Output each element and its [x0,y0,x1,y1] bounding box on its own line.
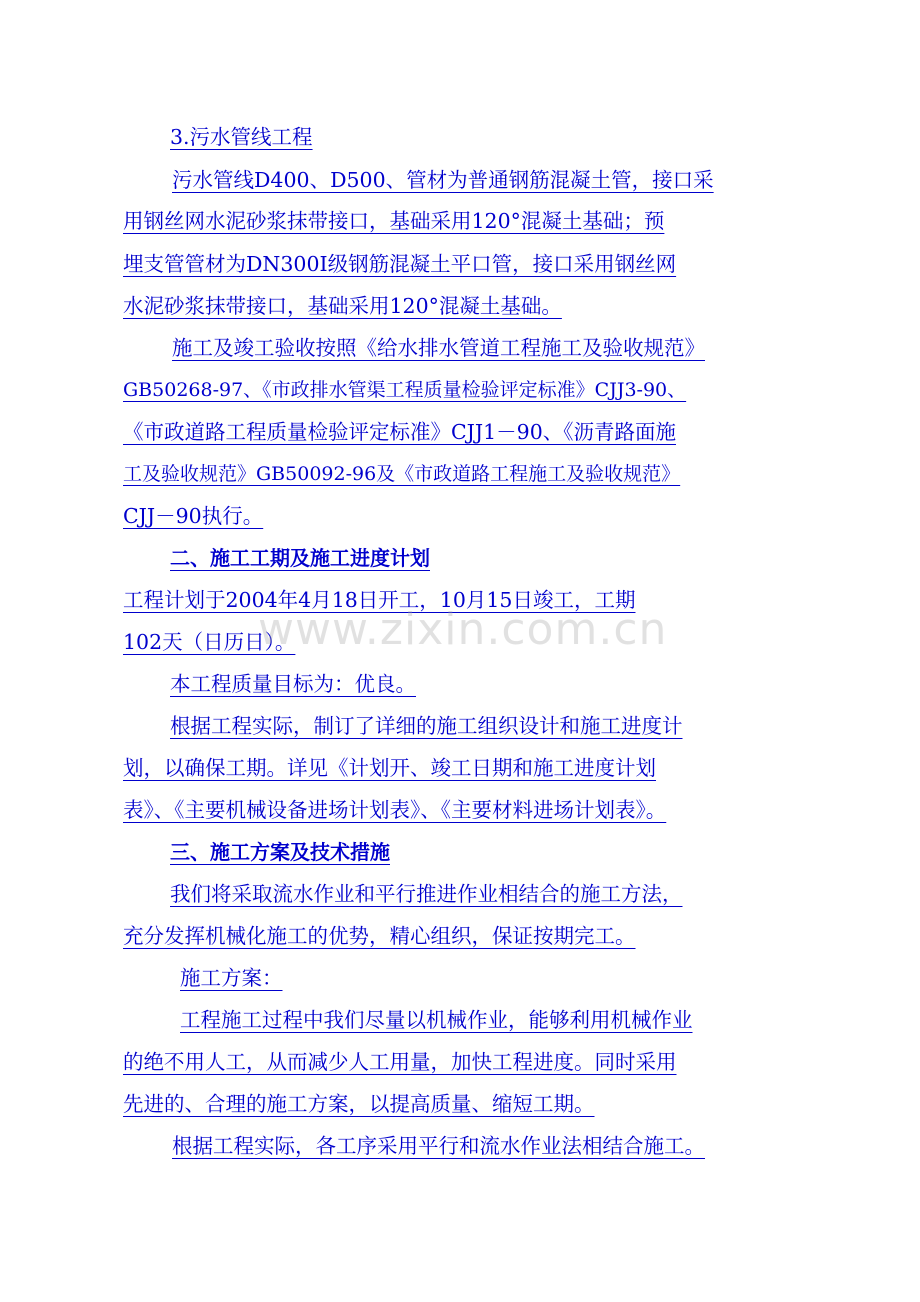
section-subheading: 3.污水管线工程 [170,125,313,149]
paragraph-line: GB50268-97、《市政排水管渠工程质量检验评定标准》CJJ3-90、 [123,379,687,401]
paragraph-line: 施工方案： [180,966,283,990]
section-heading: 二、施工工期及施工进度计划 [170,546,430,570]
section-heading: 三、施工方案及技术措施 [170,840,390,864]
paragraph-line: 施工及竣工验收按照《给水排水管道工程施工及验收规范》 [172,336,705,360]
paragraph-line: 工及验收规范》GB50092-96及《市政道路工程施工及验收规范》 [123,463,681,485]
paragraph-line: 工程计划于2004年4月18日开工，10月15日竣工，工期 [123,588,636,612]
paragraph-line: 充分发挥机械化施工的优势，精心组织，保证按期完工。 [123,924,636,948]
paragraph-line: 工程施工过程中我们尽量以机械作业，能够利用机械作业 [180,1008,693,1032]
paragraph-line: 102天（日历日）。 [123,630,296,654]
paragraph-line: 污水管线D400、D500、管材为普通钢筋混凝土管，接口采 [172,168,714,192]
paragraph-line: 《市政道路工程质量检验评定标准》CJJ1－90、《沥青路面施 [123,420,676,444]
paragraph-line: 本工程质量目标为：优良。 [170,672,416,696]
paragraph-line: 先进的、合理的施工方案，以提高质量、缩短工期。 [123,1092,595,1116]
paragraph-line: 根据工程实际，制订了详细的施工组织设计和施工进度计 [170,714,683,738]
paragraph-line: 表》、《主要机械设备进场计划表》、《主要材料进场计划表》。 [123,798,667,822]
paragraph-line: 划，以确保工期。详见《计划开、竣工日期和施工进度计划 [123,756,656,780]
paragraph-line: 埋支管管材为DN300Ⅰ级钢筋混凝土平口管，接口采用钢丝网 [123,252,677,276]
paragraph-line: 我们将采取流水作业和平行推进作业相结合的施工方法， [170,882,683,906]
paragraph-line: 水泥砂浆抹带接口，基础采用120°混凝土基础。 [123,294,562,318]
paragraph-line: 的绝不用人工，从而减少人工用量，加快工程进度。同时采用 [123,1050,677,1074]
watermark: www.zixin.com.cn [258,604,668,655]
paragraph-line: 根据工程实际，各工序采用平行和流水作业法相结合施工。 [172,1134,705,1158]
paragraph-line: CJJ－90执行。 [123,504,264,528]
paragraph-line: 用钢丝网水泥砂浆抹带接口，基础采用120°混凝土基础；预 [123,209,665,233]
